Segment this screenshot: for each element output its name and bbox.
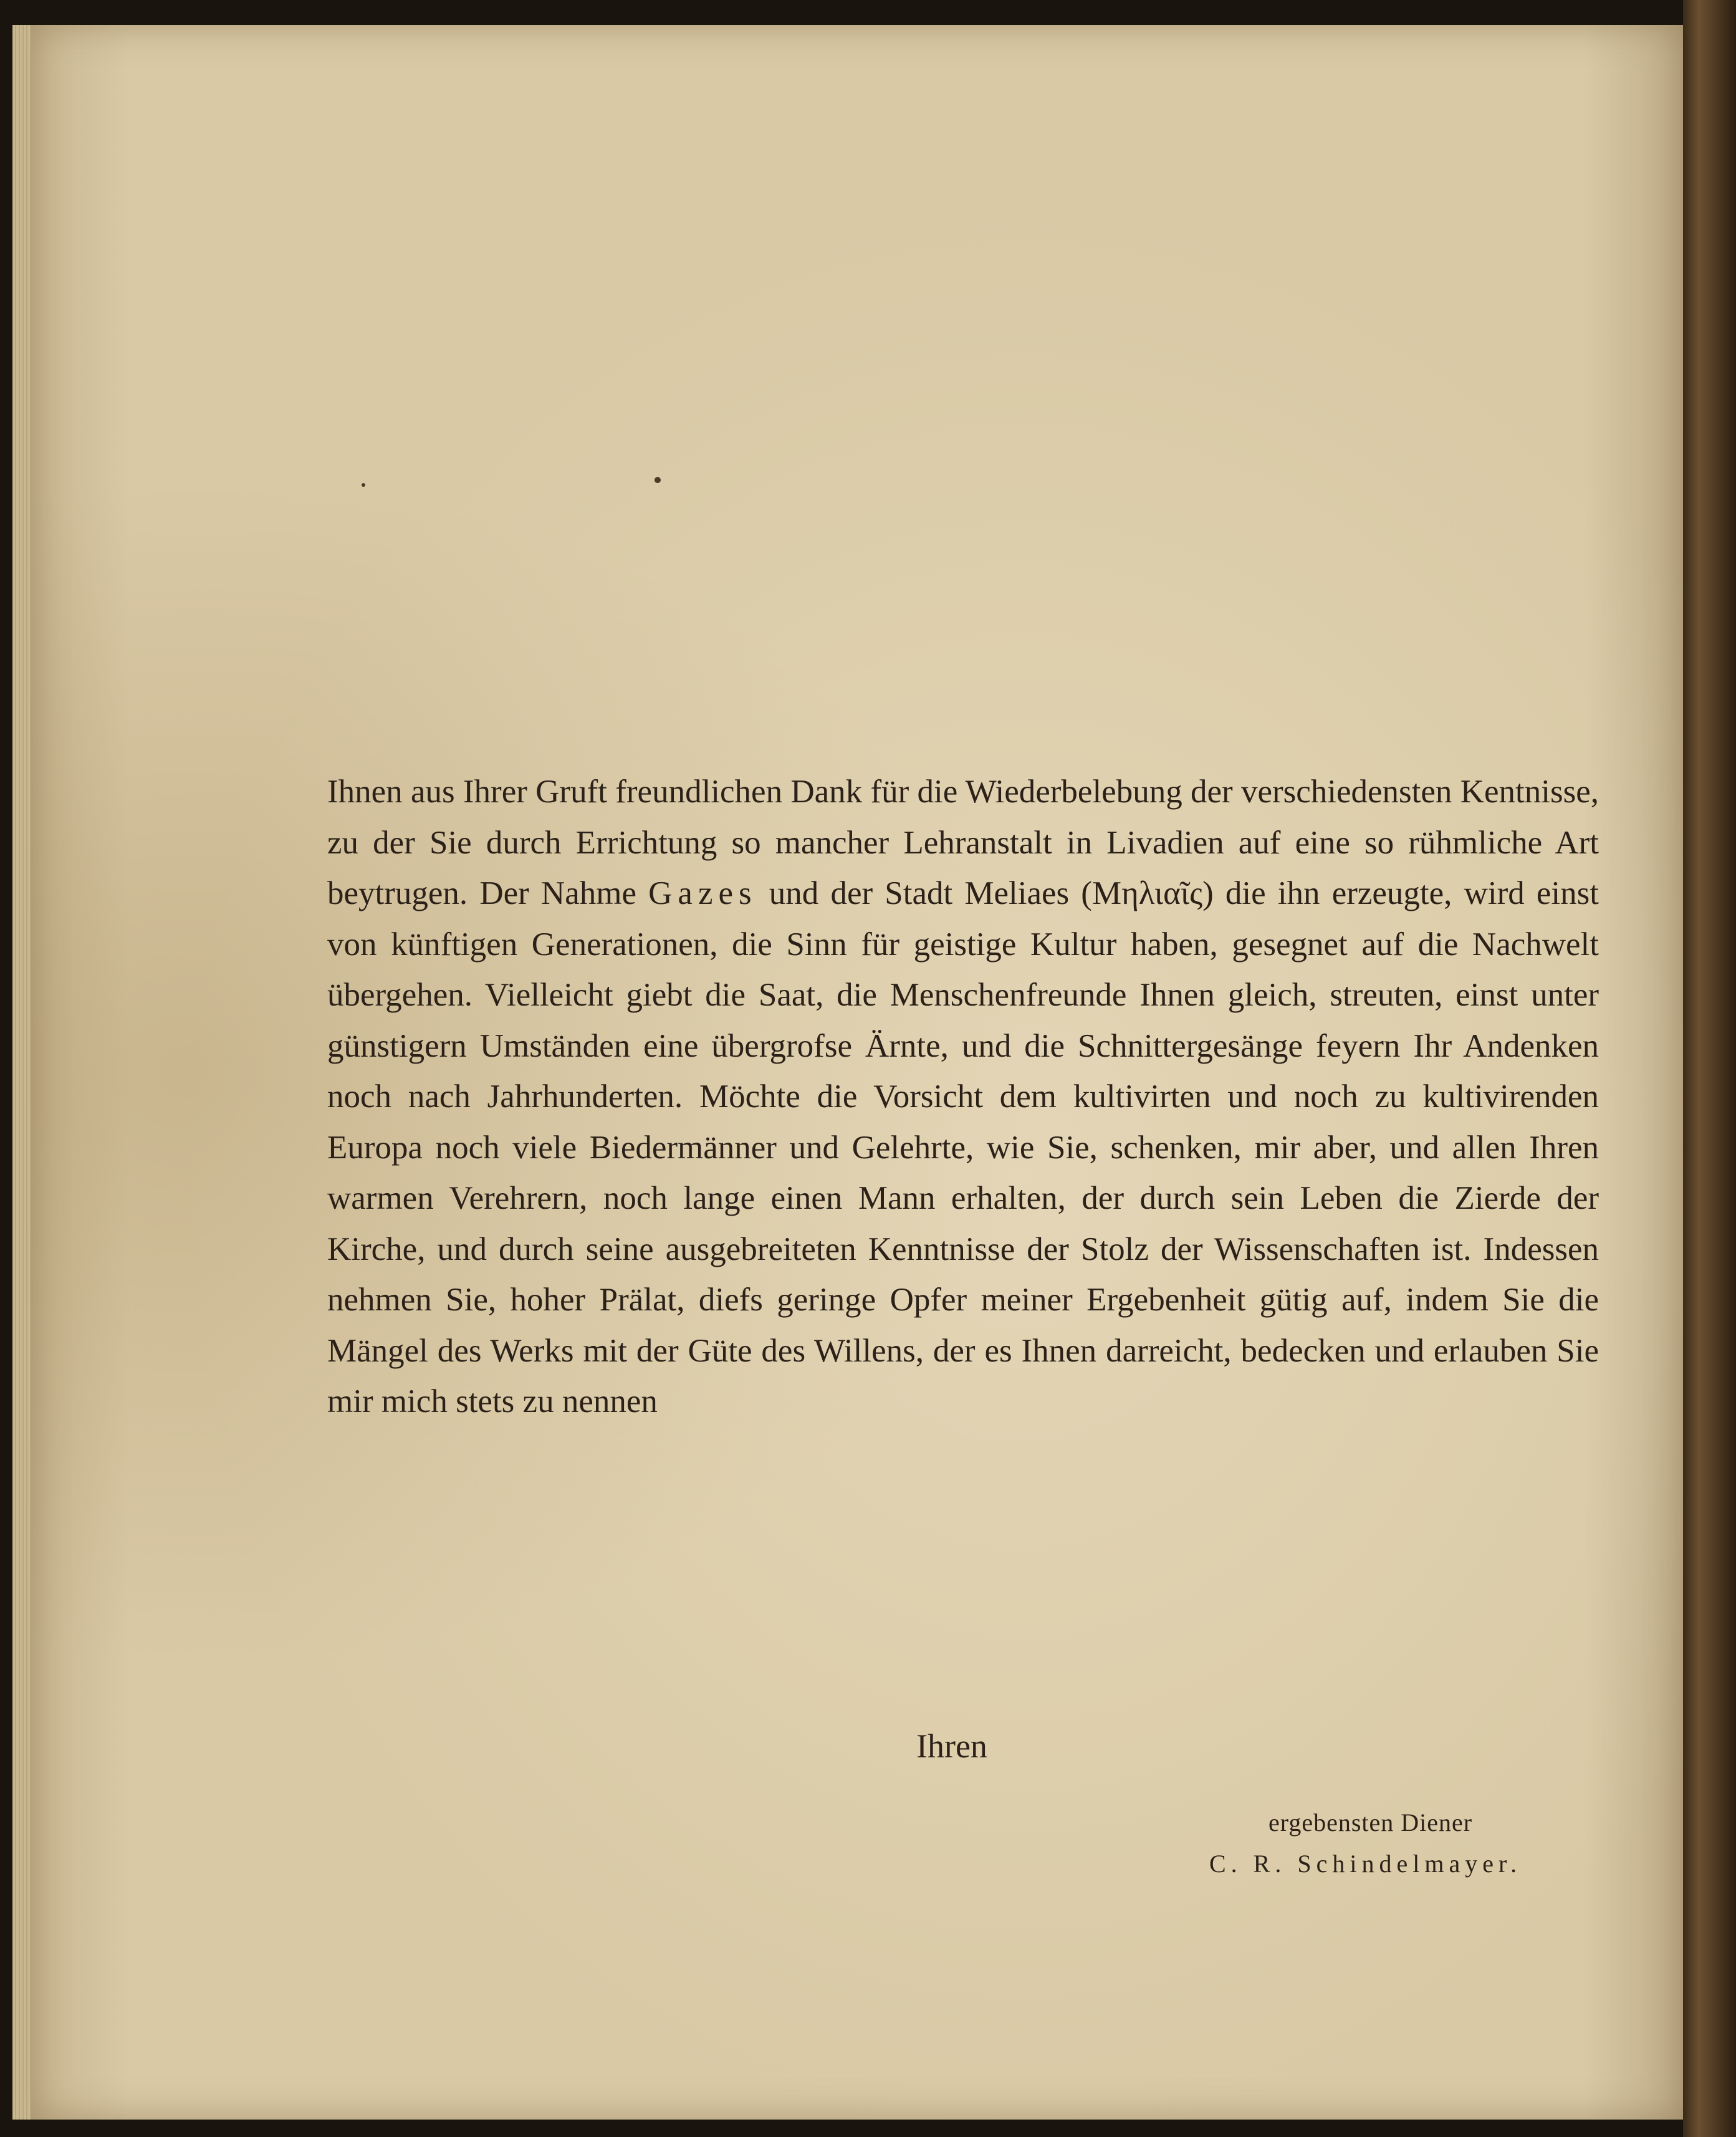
closing-word: Ihren: [916, 1727, 987, 1765]
paragraph-text-part1: Ihnen aus Ihrer Gruft freundlichen Dank für die Wiederbelebung der verschiedensten Kentnisse, zu der Sie durch Errichtung so mancher Lehranstalt in Livadien auf eine so rühmliche Art beytrugen. Der Nahme: [327, 774, 1599, 911]
name-gazes: Gazes: [648, 875, 757, 911]
signature-name: C. R. Schindelmayer.: [1209, 1850, 1522, 1878]
signature-line-1: ergebensten Diener: [1268, 1808, 1473, 1837]
dedication-paragraph: [327, 767, 1599, 1428]
paragraph-text-part2: und der Stadt Meliaes (Μηλιαῖς) die ihn erzeugte, wird einst von künftigen Generationen, die Sinn für geistige Kultur haben, gesegnet auf die Nachwelt übergehen. Vielleicht giebt die Saat, die Menschenfreunde Ihnen gleich, streuten, einst unter günstigern Umständen eine übergrofse Ärnte, und die Schnittergesänge feyern Ihr Andenken noch nach Jahrhunderten. Möchte die Vorsicht dem kultivirten und noch zu kultivirenden Europa noch viele Biedermänner und Gelehrte, wie Sie, schenken, mir aber, und allen Ihren warmen Verehrern, noch lange einen Mann erhalten, der durch sein Leben die Zierde der Kirche, und durch seine ausgebreiteten Kenntnisse der Stolz der Wissenschaften ist. Indessen nehmen Sie, hoher Prälat, diefs geringe Opfer meiner Ergebenheit gütig auf, indem Sie die Mängel des Werks mit der Güte des Willens, der es Ihnen darreicht, bedecken und erlauben Sie mir mich stets zu nennen: [327, 875, 1599, 1419]
ink-speck: [655, 477, 661, 483]
page-edges: [12, 25, 31, 2120]
ink-speck: [362, 483, 365, 487]
book-binding-edge: [1683, 0, 1736, 2137]
